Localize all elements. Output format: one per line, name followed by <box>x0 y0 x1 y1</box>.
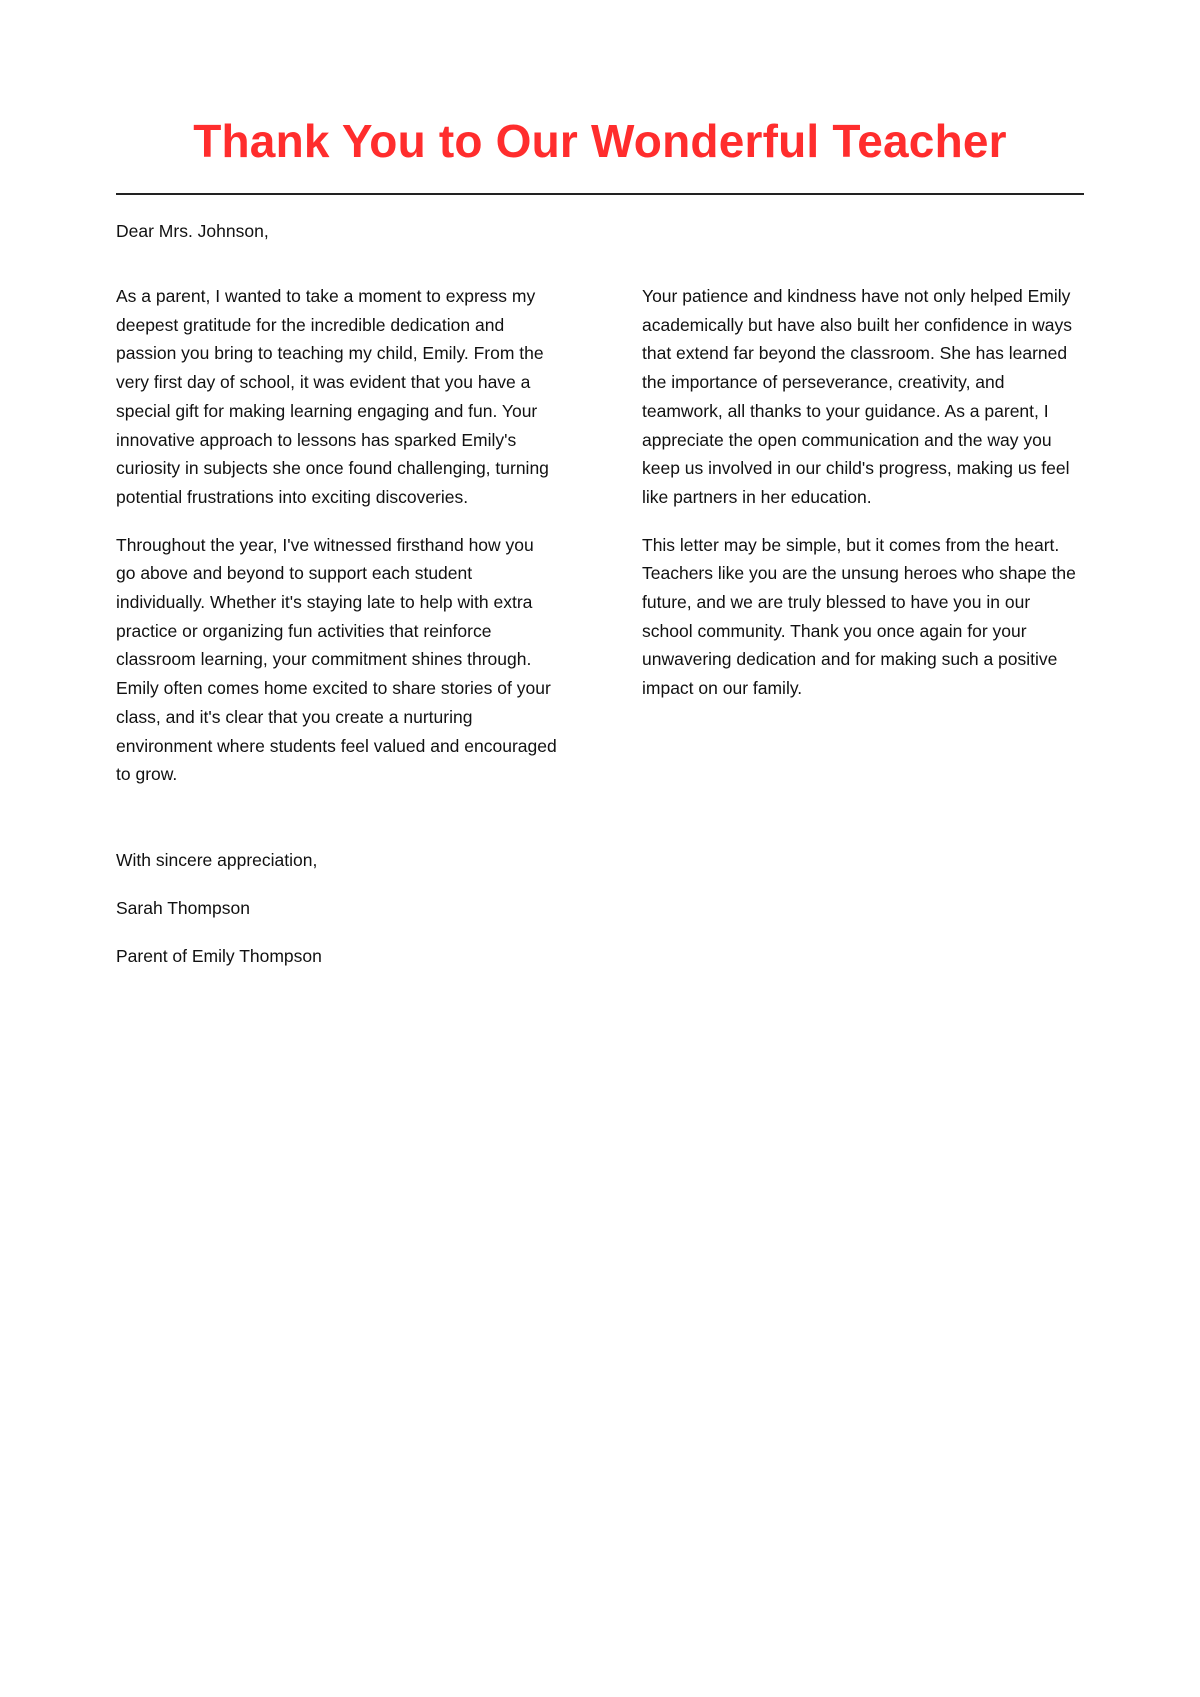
signer-relation: Parent of Emily Thompson <box>116 945 322 966</box>
body-paragraph: Your patience and kindness have not only helped Emily academically but have also built her confidence in ways that extend far beyond the classroom. She has learned the importance of perseverance, creativity, and teamwork, all thanks to your guidance. As a parent, I appreciate the open communication and the way you keep us involved in our child's progress, making us feel like partners in her education. <box>642 286 1072 507</box>
letter-title: Thank You to Our Wonderful Teacher <box>193 115 1007 167</box>
signer-name: Sarah Thompson <box>116 897 250 918</box>
letter-body-columns <box>116 282 1084 808</box>
title-divider <box>116 193 1084 195</box>
body-paragraph: This letter may be simple, but it comes from the heart. Teachers like you are the unsung heroes who shape the future, and we are truly blessed to have you in our school community. Thank you once again for your unwavering dedication and for making such a positive impact on our family. <box>642 534 1076 699</box>
letter-page <box>116 0 1084 990</box>
sign-off: With sincere appreciation, <box>116 849 318 870</box>
left-column <box>116 282 558 808</box>
right-column <box>642 282 1084 808</box>
body-paragraph: Throughout the year, I've witnessed firsthand how you go above and beyond to support each student individually. Whether it's staying late to help with extra practice or organizing fun activities that reinforce classroom learning, your commitment shines through. Emily often comes home excited to share stories of your class, and it's clear that you create a nurturing environment where students feel valued and encouraged to grow. <box>116 534 557 785</box>
body-paragraph: As a parent, I wanted to take a moment to express my deepest gratitude for the incredible dedication and passion you bring to teaching my child, Emily. From the very first day of school, it was evident that you have a special gift for making learning engaging and fun. Your innovative approach to lessons has sparked Emily's curiosity in subjects she once found challenging, turning potential frustrations into exciting discoveries. <box>116 286 549 507</box>
salutation: Dear Mrs. Johnson, <box>116 221 269 241</box>
letter-closing <box>116 846 1084 971</box>
